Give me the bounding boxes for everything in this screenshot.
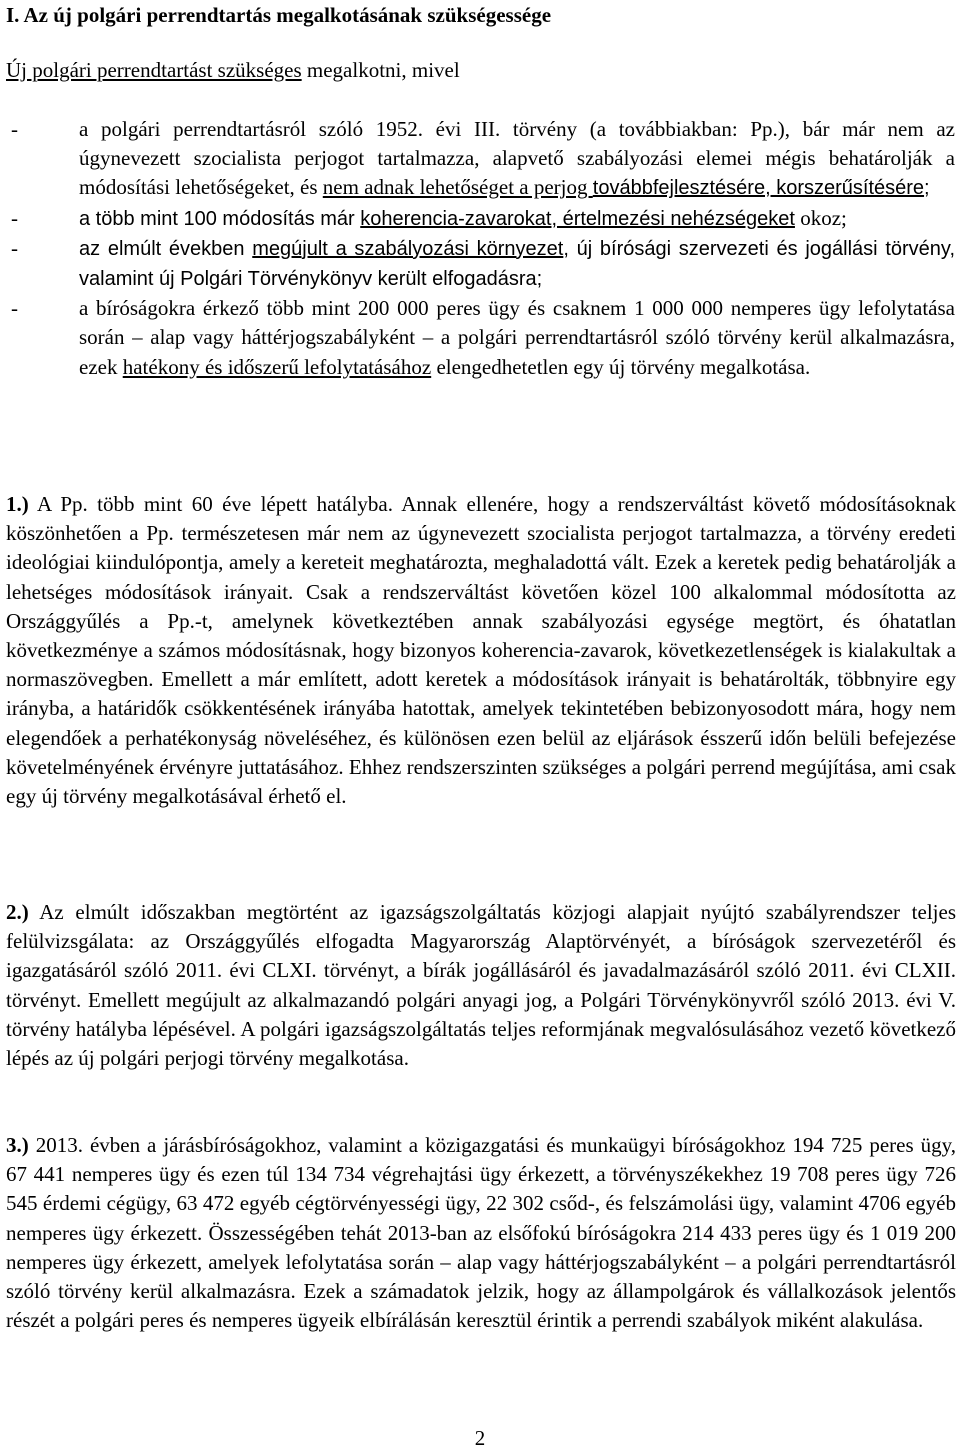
list-text-underlined: megújult a szabályozási környezet: [252, 237, 564, 260]
paragraph-2: [6, 898, 956, 1073]
section-heading: I. Az új polgári perrendtartás megalkotásának szükségessége: [6, 3, 552, 27]
list-text: az elmúlt években: [79, 237, 253, 260]
list-text-end: , új bírósági szervezeti és jogállási törvény, valamint új Polgári Törvénykönyv került elfogadásra;: [79, 237, 955, 291]
paragraph-text: 2013. évben a járásbíróságokhoz, valamint a közigazgatási és munkaügyi bíróságokhoz 194 725 peres ügy, 67 441 nemperes ügy és ezen túl 134 734 végrehajtási ügy érkezett, a törvényszékekhez 19 708 peres ügy 726 545 érdemi cégügy, 63 472 egyéb cégtörvényességi ügy, 22 302 csőd-, és felszámolási ügy, valamint 4706 egyéb nemperes ügy érkezett. Összességében tehát 2013-ban az elsőfokú bíróságokra 214 433 peres ügy és 1 019 200 nemperes ügy érkezett, amelyek lefolytatása során – alap vagy háttérjogszabályként – a polgári perrendtartásról szóló törvény kerül alkalmazásra. Ezek a számadatok jelzik, hogy az állampolgárok és vállalkozások jelentős részét a polgári peres és nemperes ügyeik elbírálásán keresztül érintik a perrendi szabályok miként alakulása.: [6, 1133, 956, 1333]
list-text-underlined: hatékony és időszerű lefolytatásához: [122, 354, 432, 379]
paragraph-number: 3.): [6, 1133, 29, 1157]
list-text-end: elengedhetetlen egy új törvény megalkotása.: [431, 354, 811, 379]
list-text: a bíróságokra érkező több mint 200 000 peres ügy és csaknem 1 000 000 nemperes ügy lefolytatása során – alap vagy háttérjogszabályként – a polgári perrendtartásról szóló törvény kerül alkalmazásra, ezek: [79, 296, 955, 379]
intro-underlined: Új polgári perrendtartást szükséges: [6, 58, 302, 82]
list-item: [0, 234, 955, 294]
page-number: 2: [474, 1426, 486, 1450]
list-item: [0, 204, 955, 234]
list-dash: -: [11, 205, 18, 230]
list-text-underlined: nem adnak lehetőséget a perjog: [322, 175, 593, 200]
list-dash: -: [11, 117, 18, 141]
reasons-list: [0, 115, 960, 382]
list-text: a több mint 100 módosítás már: [79, 207, 361, 230]
paragraph-1: [6, 490, 956, 811]
paragraph-text: A Pp. több mint 60 éve lépett hatályba. Annak ellenére, hogy a rendszerváltást követő módosításoknak köszönhetően a Pp. természetesen már nem az úgynevezett szocialista perjogot tartalmazza, a törvény eredeti ideológiai kiindulópontja, amely a kereteit meghatározta, meghaladottá vált. Ezek a keretek pedig behatárolják a lehetséges módosítások irányait. Csak a rendszerváltást követően közel 100 alkalommal módosította az Országgyűlés a Pp.-t, amelynek következtében annak szabályozási egysége megtört, és óhatatlan következménye a számos módosításnak, hogy bizonyos koherencia-zavarok, következetlenségek is kialakultak a normaszövegben. Emellett a már említett, adott keretek a módosítások irányait is behatárolták, többnyire egy irányba, a határidők csökkentésének irányába hatottak, amelyek tekintetében bebizonyosodott mára, hogy nem elegendőek a perhatékonyság növeléséhez, és különösen ezen belül az eljárások ésszerű időn belüli befejezése követelményének érvényre juttatásához. Ehhez rendszerszinten szükséges a polgári perrend megújítása, ami csak egy új törvény megalkotásával érhető el.: [6, 492, 956, 809]
list-item: [0, 294, 955, 382]
list-dash: -: [11, 235, 18, 260]
list-text-underlined: koherencia-zavarokat, értelmezési nehézségeket: [360, 207, 795, 230]
list-text: a polgári perrendtartásról szóló 1952. évi III. törvény (a továbbiakban: Pp.), bár már nem az úgynevezett szocialista perjogot tartalmazza, alapvető szabályozási elemei mégis behatárolják a módosítási lehetőségeket, és: [79, 117, 955, 200]
paragraph-text: Az elmúlt időszakban megtörtént az igazságszolgáltatás közjogi alapjait nyújtó szabályrendszer teljes felülvizsgálata: az Országgyűlés elfogadta Magyarország Alaptörvényét, a bíróságok szervezetéről és igazgatásáról szóló 2011. évi CLXI. törvényt, a bírák jogállásáról és javadalmazásáról szóló 2011. évi CLXII. törvényt. Emellett megújult az alkalmazandó polgári anyagi jog, a Polgári Törvénykönyvről szóló 2013. évi V. törvény hatályba lépésével. A polgári igazságszolgáltatás teljes reformjának megvalósulásához vezető következő lépés az új polgári perjogi törvény megalkotása.: [6, 900, 956, 1071]
list-text-end: ;: [924, 177, 930, 200]
paragraph-number: 2.): [6, 900, 29, 924]
paragraph-3: [6, 1131, 956, 1335]
list-dash: -: [11, 296, 18, 321]
list-item: [0, 115, 955, 204]
list-text-underlined-sans: továbbfejlesztésére, korszerűsítésére: [592, 177, 925, 200]
paragraph-number: 1.): [6, 492, 29, 516]
intro-rest: megalkotni, mivel: [301, 58, 460, 82]
intro-line: [6, 57, 956, 84]
list-text-end: okoz;: [794, 205, 847, 230]
